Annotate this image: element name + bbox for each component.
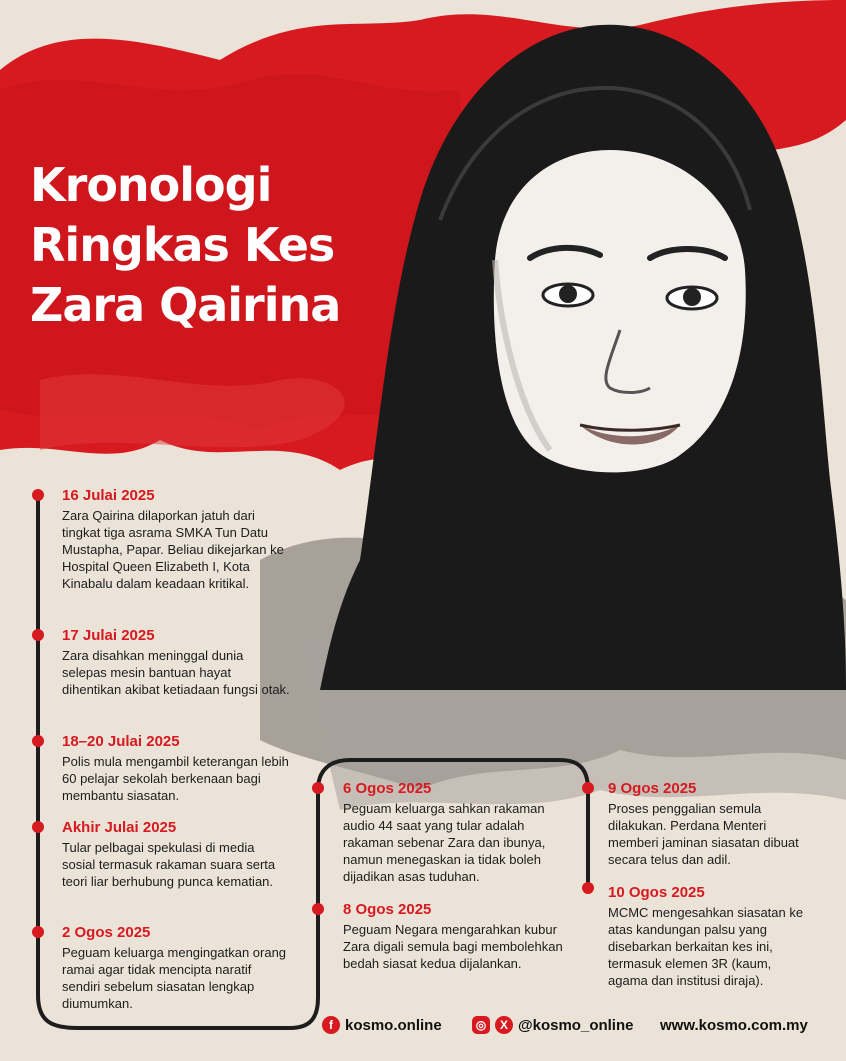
- timeline-date: 2 Ogos 2025: [62, 924, 151, 941]
- footer-website[interactable]: [660, 1014, 808, 1036]
- timeline-dot-icon: [582, 782, 594, 794]
- timeline-text: Polis mula mengambil keterangan lebih 60 pelajar sekolah berkenaan bagi membantu siasatan.: [62, 754, 289, 803]
- website-link: www.kosmo.com.my: [660, 1016, 808, 1034]
- timeline-dot-icon: [312, 782, 324, 794]
- timeline-entry: [343, 901, 565, 972]
- social-handle: @kosmo_online: [518, 1016, 634, 1034]
- timeline-dot-icon: [32, 735, 44, 747]
- instagram-icon: ◎: [472, 1016, 490, 1034]
- timeline-dot-icon: [32, 821, 44, 833]
- timeline-entry: [608, 780, 808, 868]
- timeline-date: 10 Ogos 2025: [608, 884, 705, 901]
- timeline-entry: [62, 627, 290, 698]
- timeline-text: Tular pelbagai spekulasi di media sosial termasuk rakaman suara serta teori liar berhubung punca kematian.: [62, 840, 276, 889]
- timeline-date: 16 Julai 2025: [62, 487, 155, 504]
- timeline-text: Peguam keluarga mengingatkan orang ramai agar tidak mencipta naratif sendiri sebelum siasatan lengkap diumumkan.: [62, 945, 287, 1011]
- timeline-entry: [62, 819, 290, 890]
- timeline-dot-icon: [32, 926, 44, 938]
- timeline-date: 8 Ogos 2025: [343, 901, 432, 918]
- timeline-date: 18–20 Julai 2025: [62, 733, 180, 750]
- timeline-text: MCMC mengesahkan siasatan ke atas kandungan palsu yang disebarkan berkaitan kes ini, termasuk elemen 3R (kaum, agama dan institusi diraja).: [608, 905, 804, 988]
- timeline-dot-icon: [582, 882, 594, 894]
- x-icon: X: [495, 1016, 513, 1034]
- facebook-handle: kosmo.online: [345, 1016, 442, 1034]
- timeline-dot-icon: [312, 903, 324, 915]
- facebook-icon: f: [322, 1016, 340, 1034]
- timeline-dot-icon: [32, 489, 44, 501]
- timeline-entry: [62, 733, 290, 804]
- timeline-text: Peguam keluarga sahkan rakaman audio 44 saat yang tular adalah rakaman sebenar Zara dan ibunya, namun menegaskan ia tidak boleh dijadikan asas tuduhan.: [343, 801, 546, 884]
- timeline-text: Zara disahkan meninggal dunia selepas mesin bantuan hayat dihentikan akibat ketiadaan fungsi otak.: [62, 648, 290, 697]
- title-line-1: Kronologi: [30, 158, 272, 212]
- timeline-date: 9 Ogos 2025: [608, 780, 697, 797]
- footer-facebook[interactable]: [322, 1014, 442, 1036]
- timeline-dot-icon: [32, 629, 44, 641]
- timeline-text: Zara Qairina dilaporkan jatuh dari tingkat tiga asrama SMKA Tun Datu Mustapha, Papar. Beliau dikejarkan ke Hospital Queen Elizabeth I, Kota Kinabalu dalam keadaan kritikal.: [62, 508, 284, 591]
- timeline-text: Proses penggalian semula dilakukan. Perdana Menteri memberi jaminan siasatan dibuat secara telus dan adil.: [608, 801, 799, 867]
- title-line-2: Ringkas Kes: [30, 218, 335, 272]
- timeline-date: 17 Julai 2025: [62, 627, 155, 644]
- timeline-date: 6 Ogos 2025: [343, 780, 432, 797]
- timeline-entry: [62, 924, 290, 1012]
- timeline-entry: [62, 487, 290, 592]
- title-line-3: Zara Qairina: [30, 278, 341, 332]
- timeline-entry: [343, 780, 565, 885]
- footer-social[interactable]: [472, 1014, 633, 1036]
- timeline-date: Akhir Julai 2025: [62, 819, 177, 836]
- timeline-text: Peguam Negara mengarahkan kubur Zara digali semula bagi membolehkan bedah siasat kedua dijalankan.: [343, 922, 563, 971]
- timeline-entry: [608, 884, 813, 989]
